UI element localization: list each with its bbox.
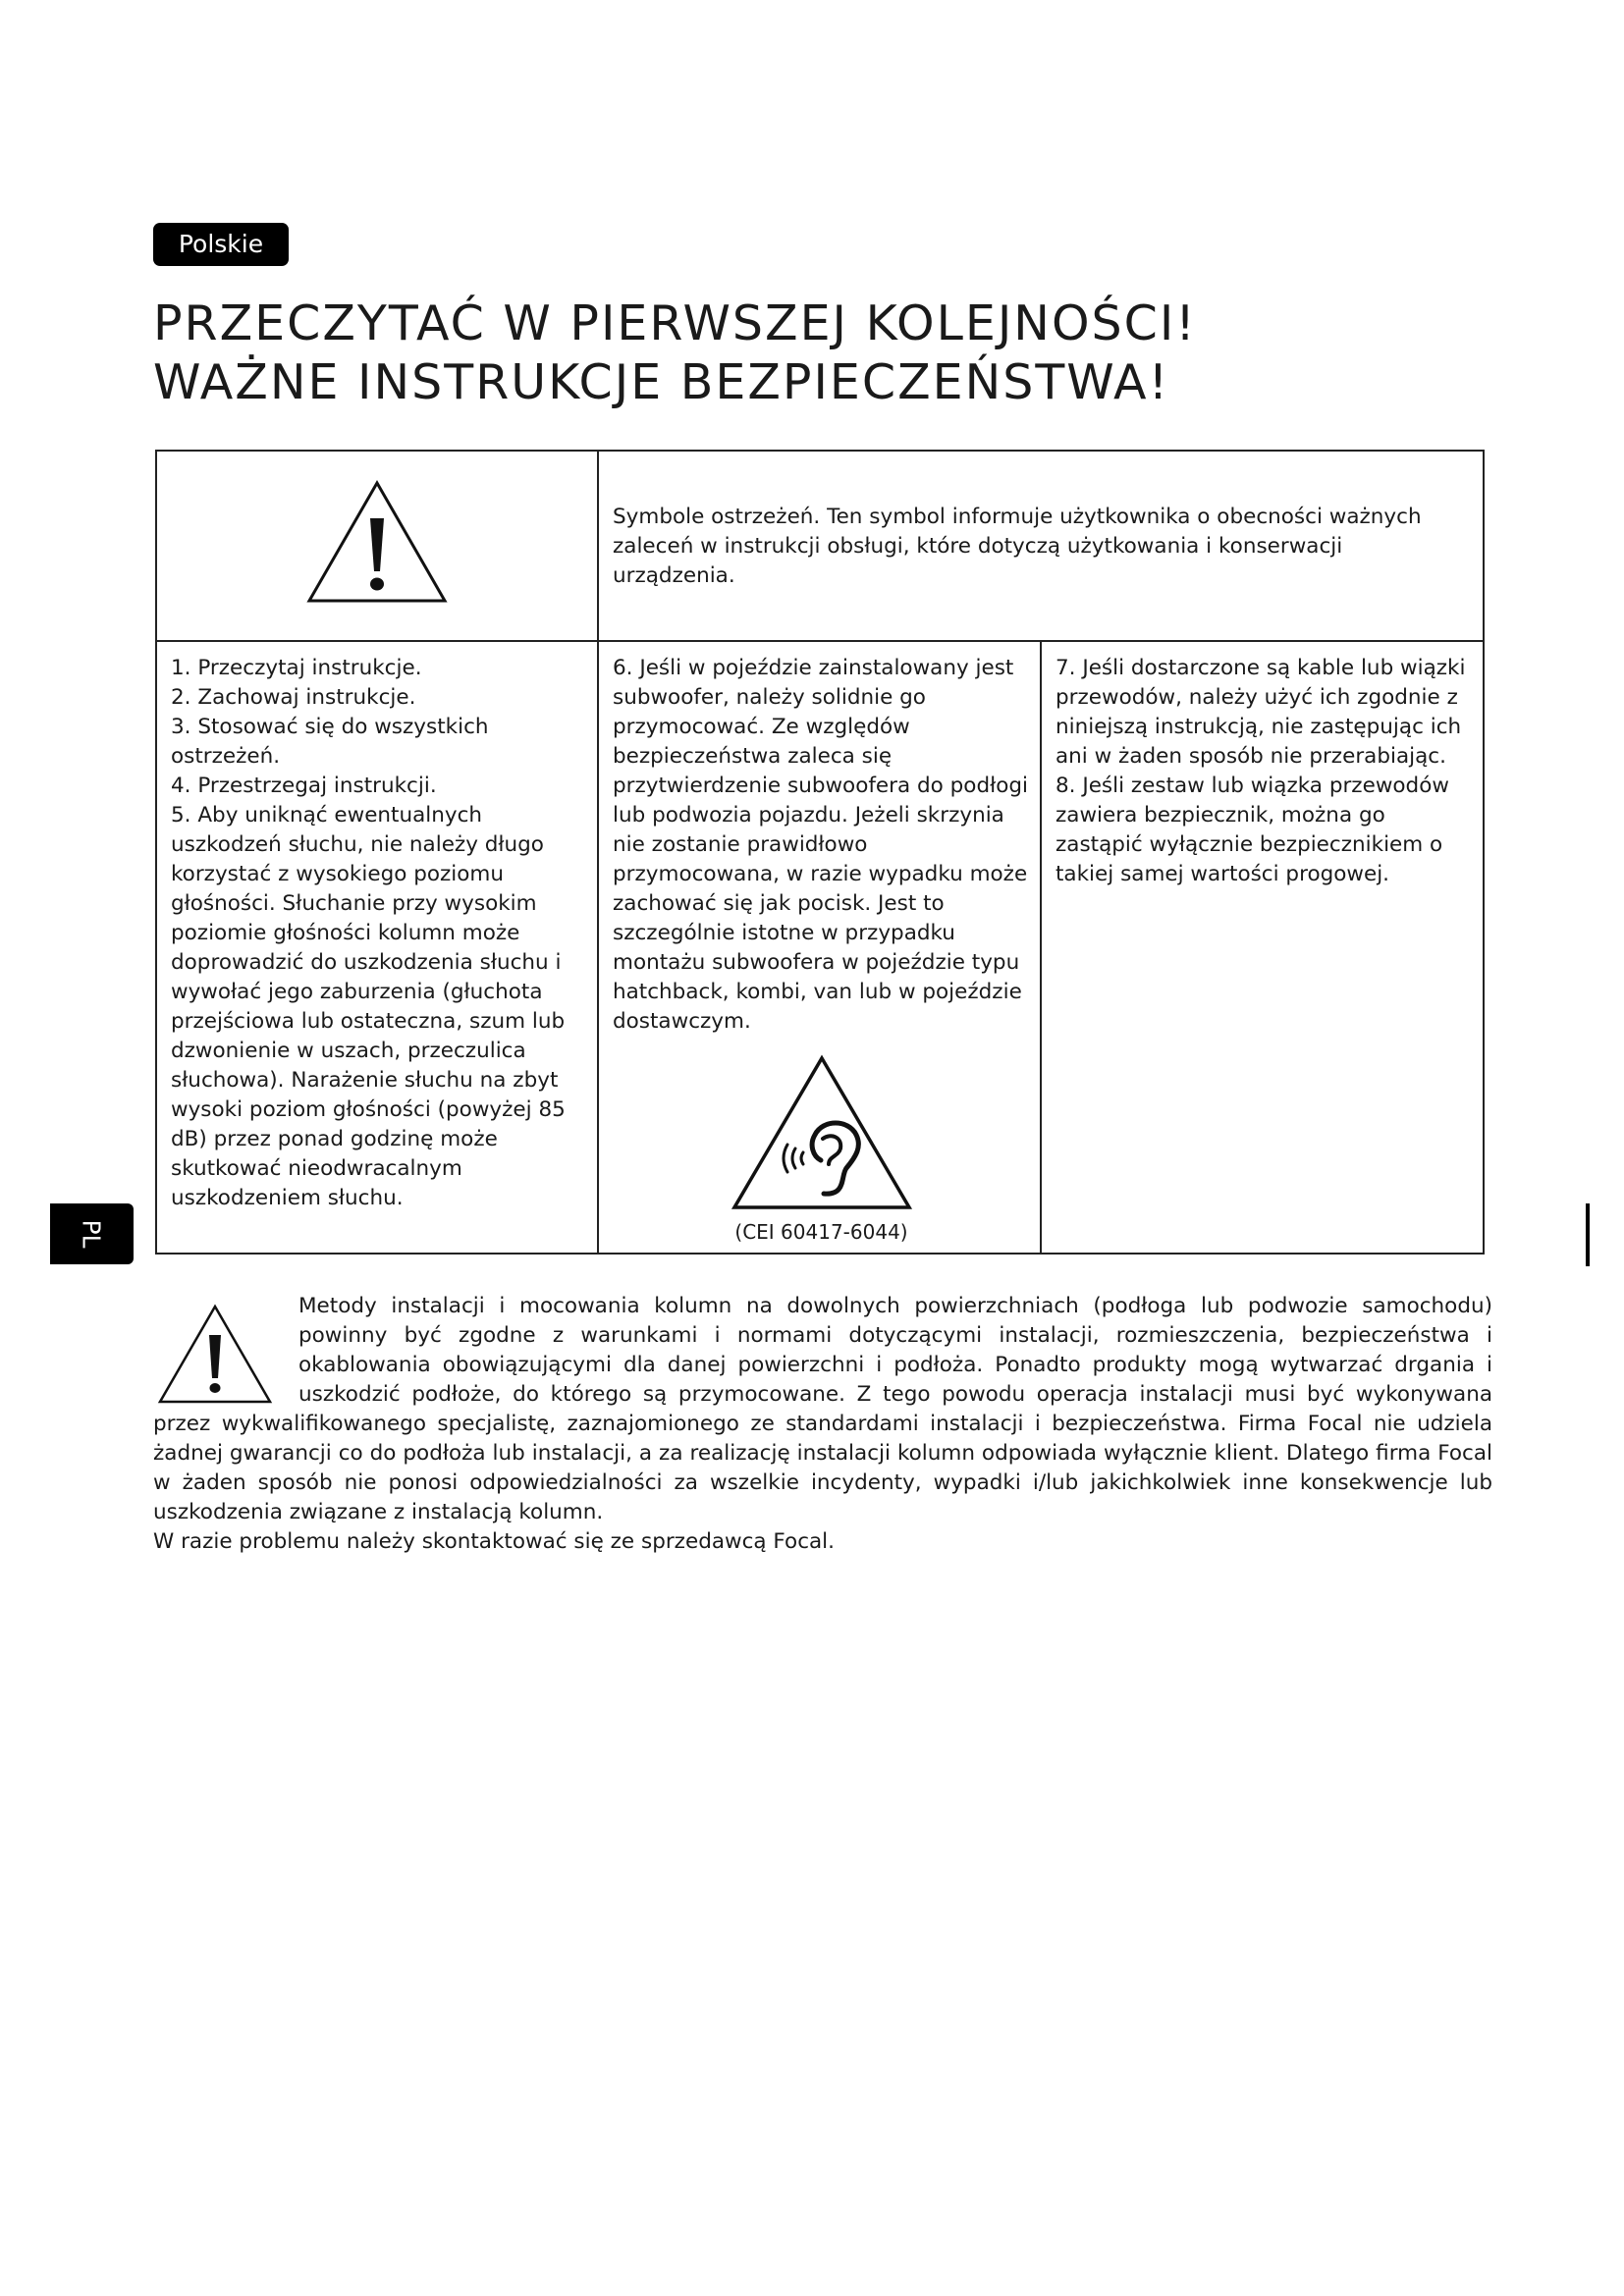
table-content-row [156,641,1484,1254]
instructions-column-3 [1041,641,1484,1254]
language-side-tab [50,1203,134,1264]
contact-note: W razie problemu należy skontaktować się ze sprzedawcą Focal. [153,1529,835,1554]
instructions-column-1 [156,641,598,1254]
hearing-warning-icon [731,1054,913,1211]
symbol-description: Symbole ostrzeżeń. Ten symbol informuje użytkownika o obecności ważnych zaleceń w instrukcji obsługi, które dotyczą użytkowania i konserwacji urządzenia. [598,451,1484,641]
safety-instructions-table [155,450,1485,1255]
installation-warning-text [153,1292,1492,1527]
instruction-7: 7. Jeśli dostarczone są kable lub wiązki przewodów, należy użyć ich zgodnie z niniejszą instrukcją, nie zastępując ich ani w żaden sposób nie przerabiając. [1056,656,1466,769]
warning-symbol-cell [156,451,598,641]
hearing-icon-caption: (CEI 60417-6044) [734,1220,908,1244]
title-line-1: PRZECZYTAĆ W PIERWSZEJ KOLEJNOŚCI! [153,295,1197,351]
installation-paragraph: Metody instalacji i mocowania kolumn na dowolnych powierzchniach (podłoga lub podwozie samochodu) powinny być zgodne z warunkami i normami dotyczącymi instalacji, rozmieszczenia, bezpieczeństwa i okablowania obowiązującymi dla danej powierzchni i podłoża. Ponadto produkty mogą wytwarzać drgania i uszkodzić podłoże, do którego są przymocowane. Z tego powodu operacja instalacji musi być wykonywana przez wykwalifikowanego specjalistę, zaznajomionego ze standardami instalacji i bezpieczeństwa. Firma Focal nie udziela żadnej gwarancji co do podłoża lub instalacji, a za realizację instalacji kolumn odpowiada wyłącznie klient. Dlatego firma Focal w żaden sposób nie ponosi odpowiedzialności za wszelkie incydenty, wypadki i/lub jakichkolwiek inne konsekwencje lub uszkodzenia związane z instalacją kolumn. [153,1294,1492,1524]
instruction-3: 3. Stosować się do wszystkich ostrzeżeń. [171,715,489,769]
warning-triangle-icon [305,479,449,605]
hearing-warning-block [613,1054,1030,1247]
instruction-1: 1. Przeczytaj instrukcje. [171,656,422,680]
instruction-5: 5. Aby uniknąć ewentualnych uszkodzeń słuchu, nie należy długo korzystać z wysokiego poziomu głośności. Słuchanie przy wysokim poziomie głośności kolumn może doprowadzić do uszkodzenia słuchu i wywołać jego zaburzenia (głuchota przejściowa lub ostateczna, szum lub dzwonienie w uszach, przeczulica słuchowa). Narażenie słuchu na zbyt wysoki poziom głośności (powyżej 85 dB) przez ponad godzinę może skutkować nieodwracalnym uszkodzeniem słuchu. [171,803,566,1210]
side-tab-label: PL [77,1219,106,1249]
instruction-8: 8. Jeśli zestaw lub wiązka przewodów zawiera bezpiecznik, można go zastąpić wyłącznie bezpiecznikiem o takiej samej wartości progowej. [1056,774,1449,886]
instruction-6: 6. Jeśli w pojeździe zainstalowany jest subwoofer, należy solidnie go przymocować. Ze względów bezpieczeństwa zaleca się przytwierdzenie subwoofera do podłogi lub podwozia pojazdu. Jeżeli skrzynia nie zostanie prawidłowo przymocowana, w razie wypadku może zachować się jak pocisk. Jest to szczególnie istotne w przypadku montażu subwoofera w pojeździe typu hatchback, kombi, van lub w pojeździe dostawczym. [613,656,1028,1034]
title-line-2: WAŻNE INSTRUKCJE BEZPIECZEŃSTWA! [153,354,1170,410]
instructions-column-2 [598,641,1041,1254]
page-edge-marker [1586,1203,1590,1266]
table-header-row [156,451,1484,641]
instruction-4: 4. Przestrzegaj instrukcji. [171,774,437,798]
language-badge: Polskie [153,223,289,266]
instruction-2: 2. Zachowaj instrukcje. [171,685,416,710]
page-title [153,294,1197,412]
